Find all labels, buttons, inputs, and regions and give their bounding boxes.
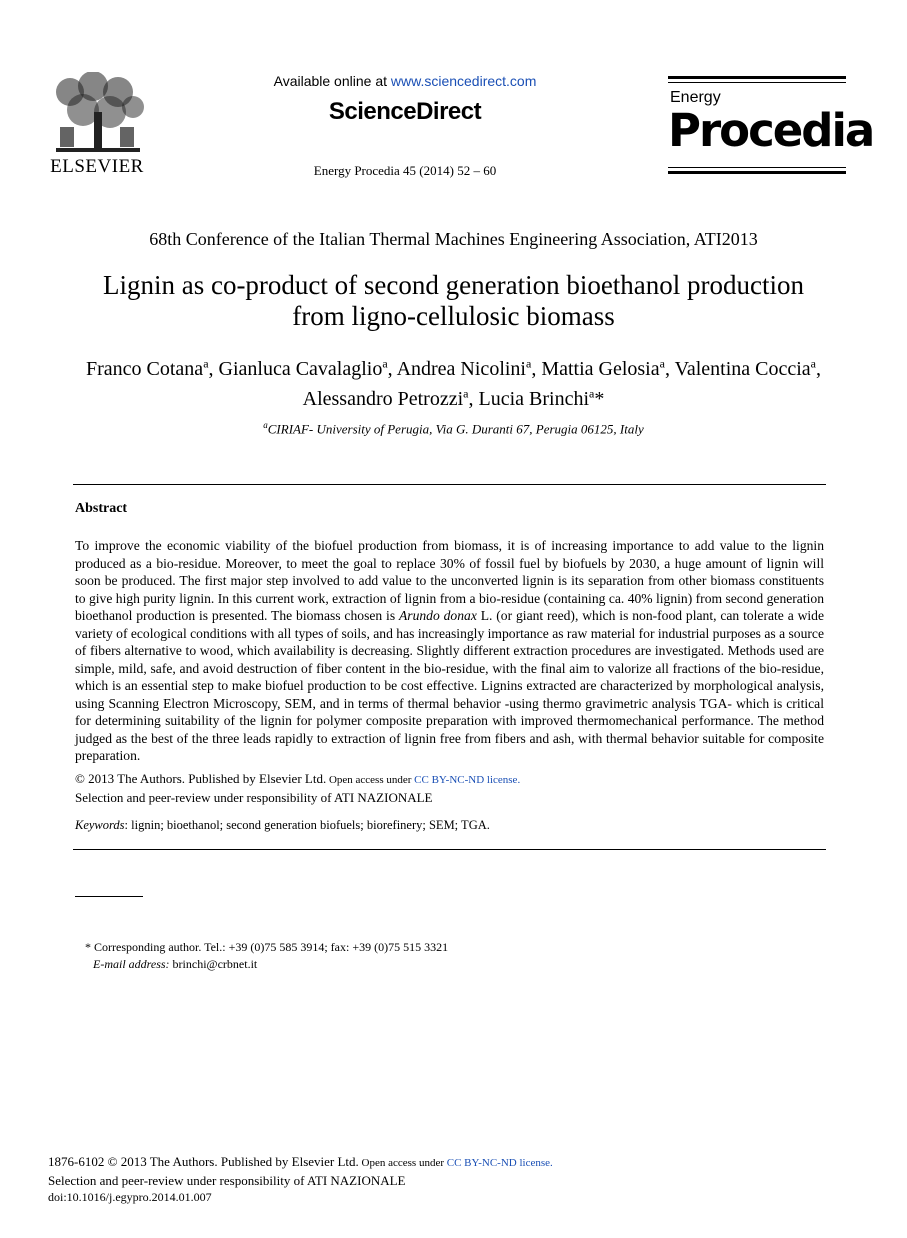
available-online-line — [240, 73, 570, 89]
author-separator: , — [531, 357, 542, 380]
footer-issn-line — [48, 1153, 553, 1172]
corresponding-author-footnote — [85, 939, 448, 973]
author-name: Andrea Nicolini — [396, 357, 526, 380]
footer-peer-review: Selection and peer-review under responsibility of ATI NAZIONALE — [48, 1173, 406, 1188]
author-separator: , — [468, 388, 479, 411]
author-name: Mattia Gelosia — [541, 357, 660, 380]
author — [541, 358, 674, 380]
author-name: Gianluca Cavalaglio — [218, 357, 383, 380]
abstract-text-2: L. (or giant reed), which is non-food plant, can tolerate a wide variety of ecological conditions with all types of soils, and has increasingly importance as raw material for industrial purposes as a source of fibers alternative to wood, which availability is decreasing. Slightly different extraction procedures are investigated. Methods used are simple, mild, safe, and avoid destruction of fiber content in the bio-residue, with the final aim to valorize all fractions of the bio-residue, which is an essential step to make biofuel production to be cost effective. Lignins extracted are characterized by morphological analysis, using Scanning Electron Microscopy, SEM, and in terms of thermal behavior -using thermo gravimetric analysis TGA- which is critical for determining suitability of the lignin for polymer composite preparation with improved thermomechanical performance. The method judged as the best of the three leads rapidly to extraction of lignin free from fibers and ash, with thermal behavior suitable for composite preparation. — [75, 608, 825, 763]
abstract-heading: Abstract — [75, 501, 128, 516]
author-name: Alessandro Petrozzi — [302, 388, 464, 411]
abstract-bottom-rule — [73, 849, 826, 850]
conference-name: 68th Conference of the Italian Thermal Machines Engineering Association, ATI2013 — [149, 229, 758, 249]
email-label: E-mail address: — [93, 957, 170, 971]
footer-issn: 1876-6102 © 2013 The Authors. Published by Elsevier Ltd. — [48, 1154, 359, 1169]
author-affiliation-sup: a — [525, 356, 532, 370]
author-separator: * — [594, 388, 605, 411]
available-prefix: Available online at — [273, 73, 391, 89]
logo-energy-text: Energy — [670, 89, 721, 106]
author-separator: , — [387, 357, 397, 380]
keywords-label: Keywords — [75, 818, 125, 832]
author-name: Lucia Brinchi — [478, 388, 590, 411]
email-address: brinchi@crbnet.it — [169, 957, 258, 971]
footer-open-access: Open access under — [358, 1157, 447, 1169]
copyright-block — [75, 770, 824, 806]
energy-procedia-logo — [668, 76, 874, 176]
affiliation — [80, 420, 827, 437]
logo-procedia-text: Procedia — [668, 104, 874, 157]
page-footer — [48, 1153, 553, 1206]
author-affiliation-sup: a — [382, 356, 388, 370]
copyright-line-1 — [75, 770, 824, 789]
logo-rule-top-thin — [668, 82, 846, 83]
keywords-text: : lignin; bioethanol; second generation biofuels; biorefinery; SEM; TGA. — [124, 818, 490, 832]
footnote-contact: * Corresponding author. Tel.: +39 (0)75 585 3914; fax: +39 (0)75 515 3321 — [85, 940, 449, 954]
affiliation-text: CIRIAF- University of Perugia, Via G. Duranti 67, Perugia 06125, Italy — [267, 421, 644, 437]
copyright-text: © 2013 The Authors. Published by Elsevier Ltd. — [75, 771, 327, 786]
author-name: Valentina Coccia — [674, 357, 811, 380]
author-affiliation-sup: a — [659, 356, 665, 370]
title-line-1: Lignin as co-product of second generation bioethanol production — [102, 270, 805, 300]
author-separator: , — [815, 357, 821, 380]
author-affiliation-sup: a — [203, 356, 209, 370]
logo-rule-top — [668, 76, 846, 79]
author-affiliation-sup: a — [810, 356, 816, 370]
sciencedirect-logo: ScienceDirect — [328, 98, 482, 125]
license-link[interactable]: CC BY-NC-ND license. — [414, 774, 521, 786]
footnote-email-line — [85, 956, 448, 973]
publisher-name: ELSEVIER — [50, 156, 144, 177]
peer-review-line: Selection and peer-review under responsibility of ATI NAZIONALE — [75, 790, 433, 805]
author — [219, 358, 397, 380]
abstract-top-rule — [73, 484, 826, 485]
footer-doi: doi:10.1016/j.egypro.2014.01.007 — [48, 1190, 212, 1204]
journal-citation: Energy Procedia 45 (2014) 52 – 60 — [313, 163, 497, 178]
abstract-species: Arundo donax — [398, 608, 477, 623]
affiliation-sup: a — [263, 420, 268, 430]
sciencedirect-link[interactable]: www.sciencedirect.com — [390, 73, 537, 89]
logo-rule-bottom-thin — [668, 167, 846, 168]
author — [478, 388, 604, 410]
open-access-text: Open access under — [326, 774, 415, 786]
footer-license-link[interactable]: CC BY-NC-ND license. — [446, 1157, 553, 1169]
abstract-text-1: To improve the economic viability of the biofuel production from biomass, it is of increasing importance to add value to the lignin produced as a bio-residue. Moreover, to meet the goal to replace 30% of fossil fuel by biofuels by 2030, a huge amount of lignin will soon be produced. The first major step involved to add value to the unconverted lignin is its separation from other biomass constituents to give high purity lignin. In this current work, extraction of lignin from a bio-residue (containing ca. 40% lignin) from second generation bioethanol production is presented. The biomass chosen is — [75, 538, 824, 623]
abstract-body — [75, 537, 824, 765]
author-affiliation-sup: a — [463, 386, 469, 401]
author-name: Franco Cotana — [86, 357, 204, 380]
author-separator: , — [208, 357, 219, 380]
keywords — [75, 818, 824, 833]
author — [303, 388, 479, 410]
author — [86, 358, 219, 380]
author-affiliation-sup: a — [589, 386, 595, 401]
author-separator: , — [664, 357, 675, 380]
author-list — [80, 351, 827, 412]
paper-title — [60, 270, 847, 332]
footnote-rule — [75, 896, 143, 897]
title-line-2: from ligno-cellulosic biomass — [292, 301, 615, 331]
author — [397, 358, 542, 380]
logo-rule-bottom — [668, 171, 846, 174]
author — [675, 358, 821, 380]
